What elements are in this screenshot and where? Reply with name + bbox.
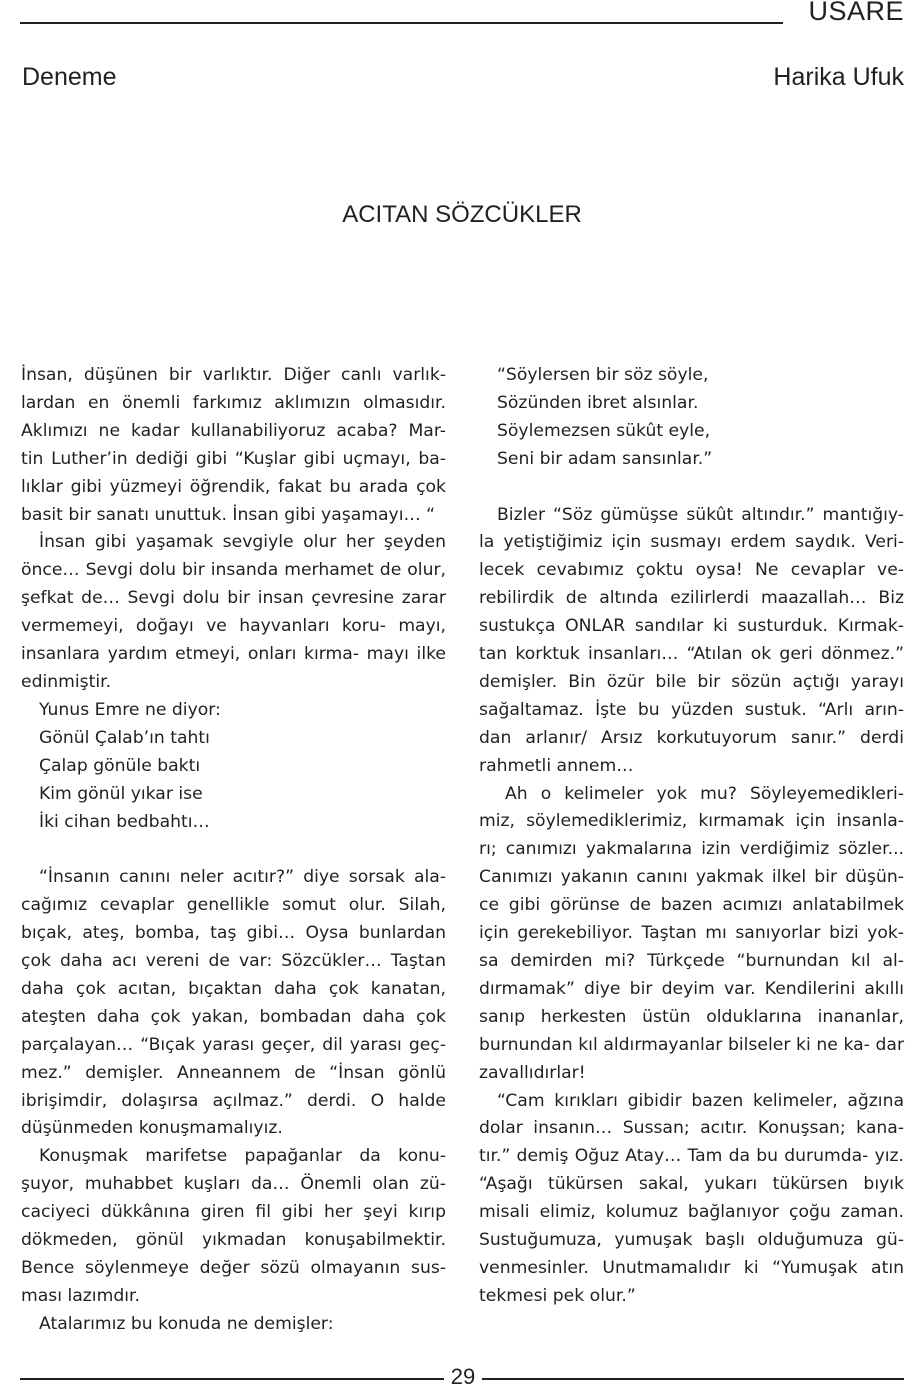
text-line: dan arlanır/ Arsız korkutuyorum sanır.” derdi bbox=[479, 727, 904, 748]
text-line: basit bir sanatı unuttuk. İnsan gibi yaşamayı… “ bbox=[21, 504, 436, 525]
poem-line: “Söylersen bir söz söyle, bbox=[497, 365, 709, 385]
text-line: tin Luther’in dediği gibi “Kuşlar gibi uçmayı, ba- bbox=[21, 448, 446, 469]
paragraph-7 bbox=[479, 781, 904, 1088]
text-line: dar zavallıdırlar! bbox=[479, 1034, 905, 1083]
paragraph-5: Atalarımız bu konuda ne demişler: bbox=[39, 1313, 334, 1334]
text-line: Sustuğumuza, yumuşak başlı olduğumuza gü- bbox=[479, 1230, 904, 1251]
text-line: lıklar gibi yüzmeyi öğrendik, fakat bu arada çok bbox=[21, 476, 446, 497]
header-rule bbox=[20, 22, 783, 24]
right-column bbox=[479, 362, 904, 1311]
text-line: zarar vermemeyi, doğayı ve hayvanları koru- bbox=[21, 588, 446, 637]
paragraph-1 bbox=[21, 362, 446, 529]
text-line: Aklımızı ne kadar kullanabiliyoruz acaba? Mar- bbox=[21, 420, 446, 441]
poem-line: Seni bir adam sansınlar.” bbox=[497, 448, 713, 469]
text-line: mayı, insanlara yardım etmeyi, onları kırma- bbox=[21, 616, 446, 665]
text-line: dolar insanın… Sussan; acıtır. Konuşsan; kana- bbox=[479, 1118, 904, 1139]
text-line: ateşten daha çok yakan, bombadan daha çok bbox=[21, 1006, 446, 1027]
text-line: daha çok acıtan, bıçaktan daha çok kanatan, bbox=[21, 978, 446, 999]
text-line: tır.” demiş Oğuz Atay… Tam da bu durumda- bbox=[479, 1146, 869, 1167]
text-line: ce gibi görünse de bazen acımızı anlatabilmek bbox=[479, 895, 904, 916]
author-name: Harika Ufuk bbox=[773, 63, 904, 91]
text-line: rı; canımızı yakmalarına izin verdiğimiz sözler... bbox=[479, 839, 904, 860]
text-line: mayı ilke edinmiştir. bbox=[21, 644, 447, 692]
text-line: cağımız cevaplar genellikle somut olur. Silah, bbox=[21, 895, 446, 916]
yunus-intro: Yunus Emre ne diyor: bbox=[39, 699, 221, 720]
section-label: Deneme bbox=[22, 63, 117, 91]
footer-rule-right bbox=[482, 1378, 904, 1380]
text-line: sa demirden mi? Türkçede “burnundan kıl al- bbox=[479, 951, 904, 972]
text-line: dırmamak” diye bir deyim var. Kendilerini akıllı bbox=[479, 978, 904, 999]
text-line: için gerekebiliyor. Taştan mı sanıyorlar bizi yok- bbox=[479, 923, 904, 944]
stanza-gap bbox=[21, 836, 446, 864]
text-line: ibrişimdir, dolaşırsa açılmaz.” derdi. O halde bbox=[21, 1090, 446, 1111]
text-line: miz, söylemediklerimiz, kırmamak için insanla- bbox=[479, 811, 904, 832]
text-line: la yetiştiğimiz için susmayı erdem saydık. Veri- bbox=[479, 532, 904, 553]
text-line: tan korktuk insanları… “Atılan ok geri dönmez.” bbox=[479, 644, 904, 665]
text-line: dökmeden, gönül yıkmadan konuşabilmektir. bbox=[21, 1230, 446, 1251]
text-line: düşünmeden konuşmamalıyız. bbox=[21, 1118, 283, 1139]
text-line: misali elimiz, kolumuz bağlanıyor çoğu zaman. bbox=[479, 1202, 904, 1223]
text-line: rebilirdik de altında ezilirlerdi maazallah… Biz bbox=[479, 588, 904, 609]
text-line: sanıp herkesten üstün olduklarına inananlar, bbox=[479, 1006, 904, 1027]
text-line: tekmesi pek olur.” bbox=[479, 1285, 636, 1306]
paragraph-3 bbox=[21, 864, 446, 1143]
text-line: İnsan gibi yaşamak sevgiyle olur her şeyden bbox=[39, 532, 446, 553]
footer-rule-left bbox=[20, 1378, 444, 1380]
poem-line: Kim gönül yıkar ise bbox=[39, 783, 203, 804]
text-line: çok daha acı vereni de var: Sözcükler… Taştan bbox=[21, 951, 446, 972]
poem-line: Sözünden ibret alsınlar. bbox=[497, 392, 699, 413]
poem-line: Söylemezsen sükût eyle, bbox=[497, 420, 711, 441]
text-line: İnsan, düşünen bir varlıktır. Diğer canlı varlık- bbox=[21, 365, 446, 385]
text-line: lardan en önemli farkımız aklımızın olmasıdır. bbox=[21, 392, 446, 413]
text-line: şuyor, muhabbet kuşları da… Önemli olan zü- bbox=[21, 1174, 446, 1195]
text-line: “İnsanın canını neler acıtır?” diye sorsak ala- bbox=[39, 867, 446, 888]
text-line: “Cam kırıkları gibidir bazen kelimeler, ağzına bbox=[497, 1090, 904, 1111]
text-line: venmesinler. Unutmamalıdır ki “Yumuşak atın bbox=[479, 1257, 904, 1278]
text-line: rahmetli annem… bbox=[479, 755, 634, 776]
poem-line: Çalap gönüle baktı bbox=[39, 755, 201, 776]
left-column bbox=[21, 362, 446, 1339]
text-line: sustukça ONLAR sandılar ki susturduk. Kırmak- bbox=[479, 616, 904, 637]
text-line: parçalayan… “Bıçak yarası geçer, dil yarası geç- bbox=[21, 1034, 446, 1055]
article-title: ACITAN SÖZCÜKLER bbox=[342, 201, 582, 228]
text-line: Canımızı yakanın canını yakmak ilkel bir düşün- bbox=[479, 867, 904, 888]
text-line: demişler. Bin özür bile bir sözün açtığı yarayı bbox=[479, 671, 904, 692]
journal-name: USARE bbox=[808, 0, 904, 26]
text-line: sağaltamaz. İşte bu yüzden sustuk. “Arlı arın- bbox=[479, 699, 904, 720]
page-number: 29 bbox=[450, 1364, 476, 1389]
text-line: yız. “Aşağı tükürsen sakal, yukarı tükürsen bıyık bbox=[479, 1146, 904, 1195]
paragraph-4 bbox=[21, 1143, 446, 1310]
text-line: Bizler “Söz gümüşse sükût altındır.” mantığıy- bbox=[497, 504, 904, 525]
stanza-gap bbox=[479, 474, 904, 502]
text-line: lecek cevabımız çoktu oysa! Ne cevaplar ve- bbox=[479, 560, 904, 581]
text-line: caciyeci dükkânına giren fil gibi her şeyi kırıp bbox=[21, 1202, 446, 1223]
paragraph-6 bbox=[479, 502, 904, 781]
text-line: burnundan kıl aldırmayanlar bilseler ki ne ka- bbox=[479, 1034, 870, 1055]
poem-line: Gönül Çalab’ın tahtı bbox=[39, 727, 210, 748]
paragraph-2 bbox=[21, 529, 446, 696]
text-line: ması lazımdır. bbox=[21, 1285, 140, 1306]
text-line: Ah o kelimeler yok mu? Söyleyemedikleri- bbox=[505, 783, 904, 804]
text-line: önce… Sevgi dolu bir insanda merhamet de bbox=[21, 560, 402, 581]
text-line: mez.” demişler. Anneannem de “İnsan gönlü bbox=[21, 1062, 446, 1083]
text-line: bıçak, ateş, bomba, taş gibi… Oysa bunlardan bbox=[21, 923, 446, 944]
paragraph-8 bbox=[479, 1088, 904, 1311]
text-line: Konuşmak marifetse papağanlar da konu- bbox=[39, 1146, 446, 1167]
text-line: olur, şefkat de… Sevgi dolu bir insan çevresine bbox=[21, 560, 446, 609]
poem-line: İki cihan bedbahtı… bbox=[39, 811, 210, 832]
text-line: Bence söylenmeye değer sözü olmayanın sus- bbox=[21, 1257, 446, 1278]
